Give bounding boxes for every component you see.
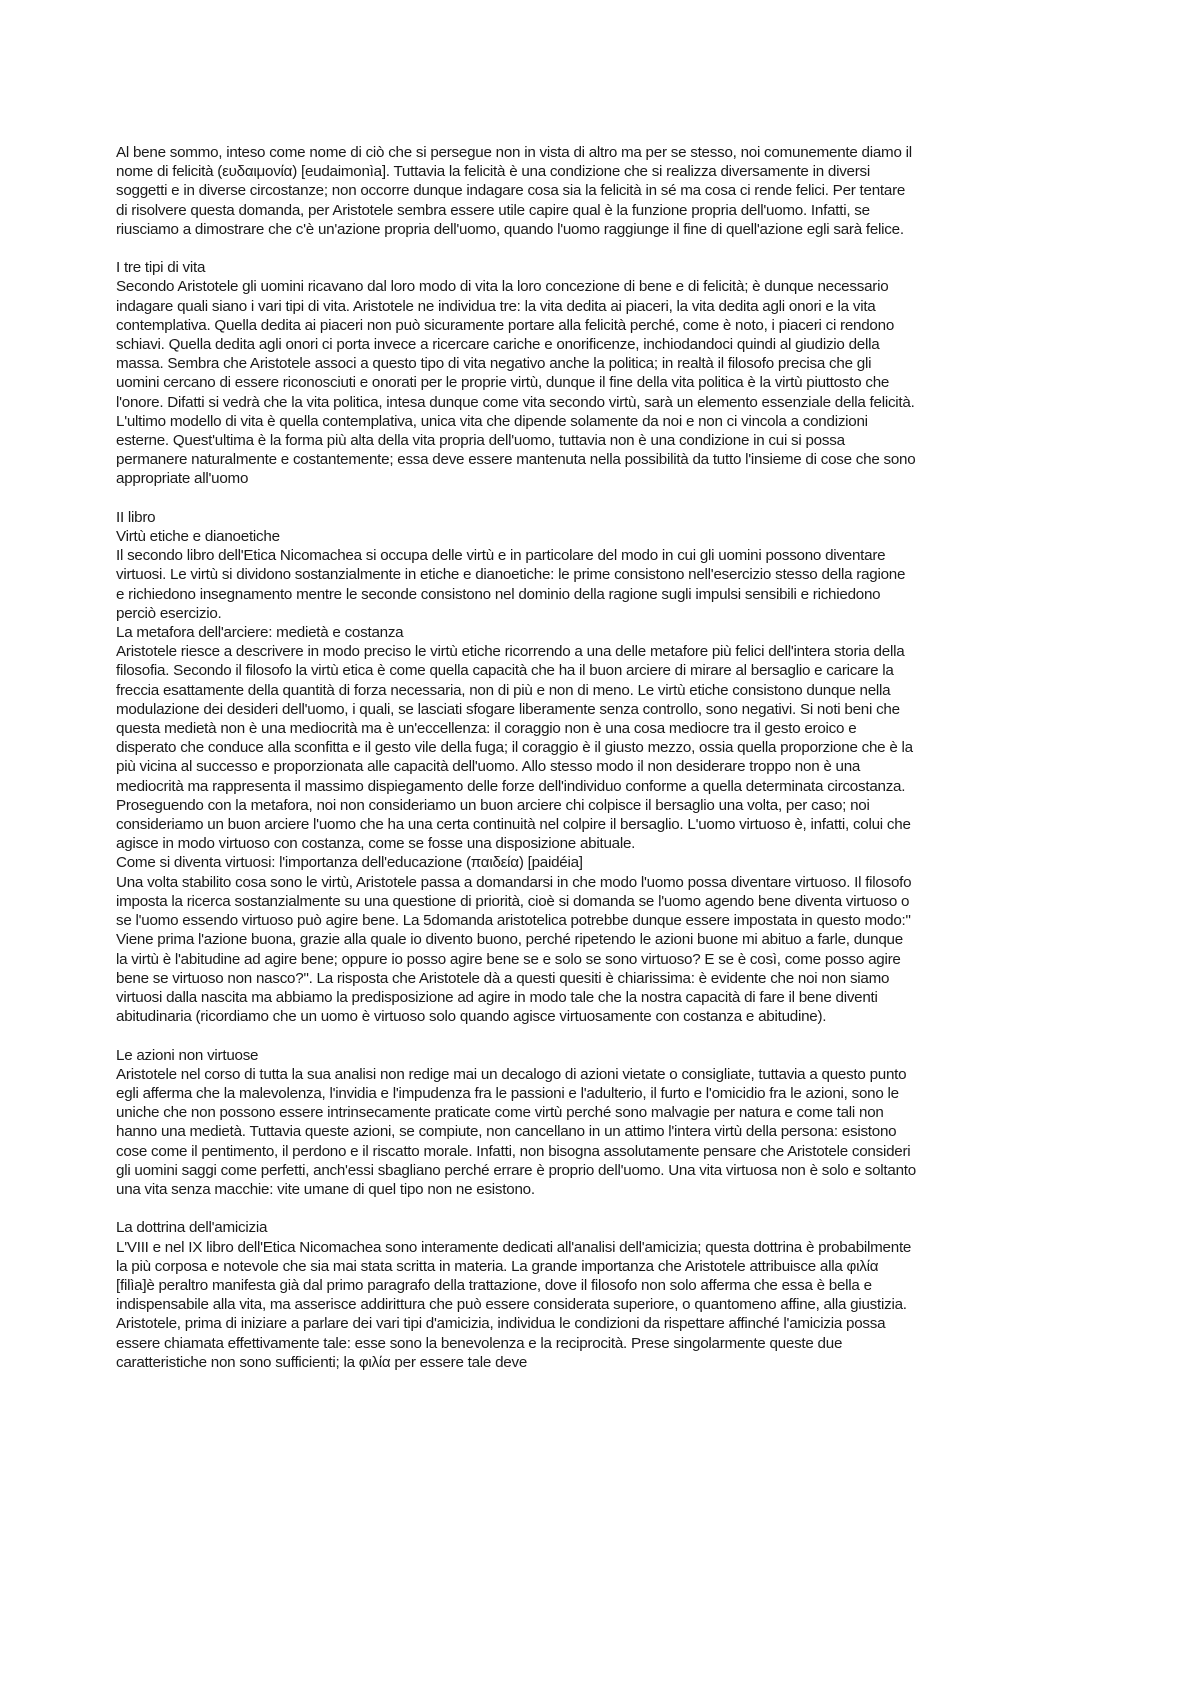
spacer [116,239,916,258]
archer-paragraph: Aristotele riesce a descrivere in modo preciso le virtù etiche ricorrendo a una delle metafore più felici dell'intera storia della filosofia. Secondo il filosofo la virtù etica è come quella capacità che ha il buon arciere di mirare al bersaglio e caricare la freccia esattamente della quantità di forza necessaria, non di più e non di meno. Le virtù etiche consistono dunque nella modulazione dei desideri dell'uomo, i quali, se lasciati sfogare liberamente senza controllo, sono negativi. Si noti beni che questa medietà non è una mediocrità ma è un'eccellenza: il coraggio non è una cosa mediocre tra il gesto eroico e disperato che conduce alla sconfitta e il gesto vile della fuga; il coraggio è il giusto mezzo, ossia quella proporzione che è la più vicina al successo e proporzionata alle capacità dell'uomo. Allo stesso modo il non desiderare troppo non è una mediocrità ma rappresenta il massimo dispiegamento delle forze dell'individuo conforme a quella determinata circostanza. Proseguendo con la metafora, noi non consideriamo un buon arciere chi colpisce il bersaglio una volta, per caso; noi consideriamo un buon arciere l'uomo che ha una certa continuità nel colpire il bersaglio. L'uomo virtuoso è, infatti, colui che agisce in modo virtuoso con costanza, come se fosse una disposizione abituale. [116,643,913,853]
non-virtuous-heading: Le azioni non virtuose [116,1046,259,1064]
three-lives-heading: I tre tipi di vita [116,259,206,277]
book2-heading: II libro [116,508,156,526]
spacer [116,489,916,508]
education-subheading: Come si diventa virtuosi: l'importanza dell'educazione (παιδεία) [paidéia] [116,854,583,872]
spacer [116,1026,916,1045]
spacer [116,1199,916,1218]
non-virtuous-paragraph: Aristotele nel corso di tutta la sua analisi non redige mai un decalogo di azioni vietate o consigliate, tuttavia a questo punto egli afferma che la malevolenza, l'invidia e l'impudenza fra le passioni e l'adulterio, il furto e l'omicidio fra le azioni, sono le uniche che non possono essere intrinsecamente praticate come virtù perché sono malvagie per natura e come tali non hanno una medietà. Tuttavia queste azioni, se compiute, non cancellano in un attimo l'intera virtù della persona: esistono cose come il pentimento, il perdono e il riscatto morale. Infatti, non bisogna assolutamente pensare che Aristotele consideri gli uomini saggi come perfetti, anch'essi sbagliano perché errare è proprio dell'uomo. Una vita virtuosa non è solo e soltanto una vita senza macchie: vite umane di quel tipo non ne esistono. [116,1065,916,1198]
archer-subheading: La metafora dell'arciere: medietà e costanza [116,624,404,642]
friendship-paragraph: L'VIII e nel IX libro dell'Etica Nicomachea sono interamente dedicati all'analisi dell'amicizia; questa dottrina è probabilmente la più corposa e notevole che sia mai stata scritta in materia. La grande importanza che Aristotele attribuisce alla φιλία [filìa]è peraltro manifesta già dal primo paragrafo della trattazione, dove il filosofo non solo afferma che essa è bella e indispensabile alla vita, ma asserisce addirittura che può essere considerata superiore, o quantomeno affine, alla giustizia. Aristotele, prima di iniziare a parlare dei vari tipi d'amicizia, individua le condizioni da rispettare affinché l'amicizia possa essere chiamata effettivamente tale: esse sono la benevolenza e la reciprocità. Prese singolarmente queste due caratteristiche non sono sufficienti; la φιλία per essere tale deve [116,1238,912,1371]
intro-paragraph: Al bene sommo, inteso come nome di ciò che si persegue non in vista di altro ma per se stesso, noi comunemente diamo il nome di felicità (ευδαιμονία) [eudaimonìa]. Tuttavia la felicità è una condizione che si realizza diversamente in diversi soggetti e in diverse circostanze; non occorre dunque indagare cosa sia la felicità in sé ma cosa ci rende felici. Per tentare di risolvere questa domanda, per Aristotele sembra essere utile capire qual è la funzione propria dell'uomo. Infatti, se riusciamo a dimostrare che c'è un'azione propria dell'uomo, quando l'uomo raggiunge il fine di quell'azione egli sarà felice. [116,144,912,238]
friendship-heading: La dottrina dell'amicizia [116,1219,268,1237]
document-page [116,143,916,1372]
three-lives-paragraph: Secondo Aristotele gli uomini ricavano dal loro modo di vita la loro concezione di bene e di felicità; è dunque necessario indagare quali siano i vari tipi di vita. Aristotele ne individua tre: la vita dedita ai piaceri, la vita dedita agli onori e la vita contemplativa. Quella dedita ai piaceri non può sicuramente portare alla felicità perché, come è noto, i piaceri ci rendono schiavi. Quella dedita agli onori ci porta invece a ricercare cariche e onorificenze, inchiodandoci quindi al giudizio della massa. Sembra che Aristotele associ a questo tipo di vita negativo anche la politica; in realtà il filosofo precisa che gli uomini cercano di essere riconosciuti e onorati per le proprie virtù, dunque il fine della vita politica è la virtù piuttosto che l'onore. Difatti si vedrà che la vita politica, intesa dunque come vita secondo virtù, sarà un elemento essenziale della felicità. L'ultimo modello di vita è quella contemplativa, unica vita che dipende solamente da noi e non ci vincola a condizioni esterne. Quest'ultima è la forma più alta della vita propria dell'uomo, tuttavia non è una condizione in cui si possa permanere naturalmente e costantemente; essa deve essere mantenuta nella possibilità da tutto l'insieme di cose che sono appropriate all'uomo [116,278,916,488]
virtues-subheading: Virtù etiche e dianoetiche [116,528,280,546]
education-paragraph: Una volta stabilito cosa sono le virtù, Aristotele passa a domandarsi in che modo l'uomo possa diventare virtuoso. Il filosofo imposta la ricerca sostanzialmente su una questione di priorità, cioè si domanda se l'uomo agendo bene diventa virtuoso o se l'uomo essendo virtuoso può agire bene. La 5domanda aristotelica potrebbe dunque essere impostata in questo modo:" Viene prima l'azione buona, grazie alla quale io divento buono, perché ripetendo le azioni buone mi abituo a farle, dunque la virtù è l'abitudine ad agire bene; oppure io posso agire bene se e solo se sono virtuoso? E se è così, come posso agire bene se virtuoso non nasco?". La risposta che Aristotele dà a questi quesiti è chiarissima: è evidente che noi non siamo virtuosi dalla nascita ma abbiamo la predisposizione ad agire in modo tale che la nostra capacità di fare il bene diventi abitudinaria (ricordiamo che un uomo è virtuoso solo quando agisce virtuosamente con costanza e abitudine). [116,873,912,1026]
virtues-paragraph: Il secondo libro dell'Etica Nicomachea si occupa delle virtù e in particolare del modo in cui gli uomini possono diventare virtuosi. Le virtù si dividono sostanzialmente in etiche e dianoetiche: le prime consistono nell'esercizio stesso della ragione e richiedono insegnamento mentre le seconde consistono nel dominio della ragione sugli impulsi sensibili e richiedono perciò esercizio. [116,547,906,622]
